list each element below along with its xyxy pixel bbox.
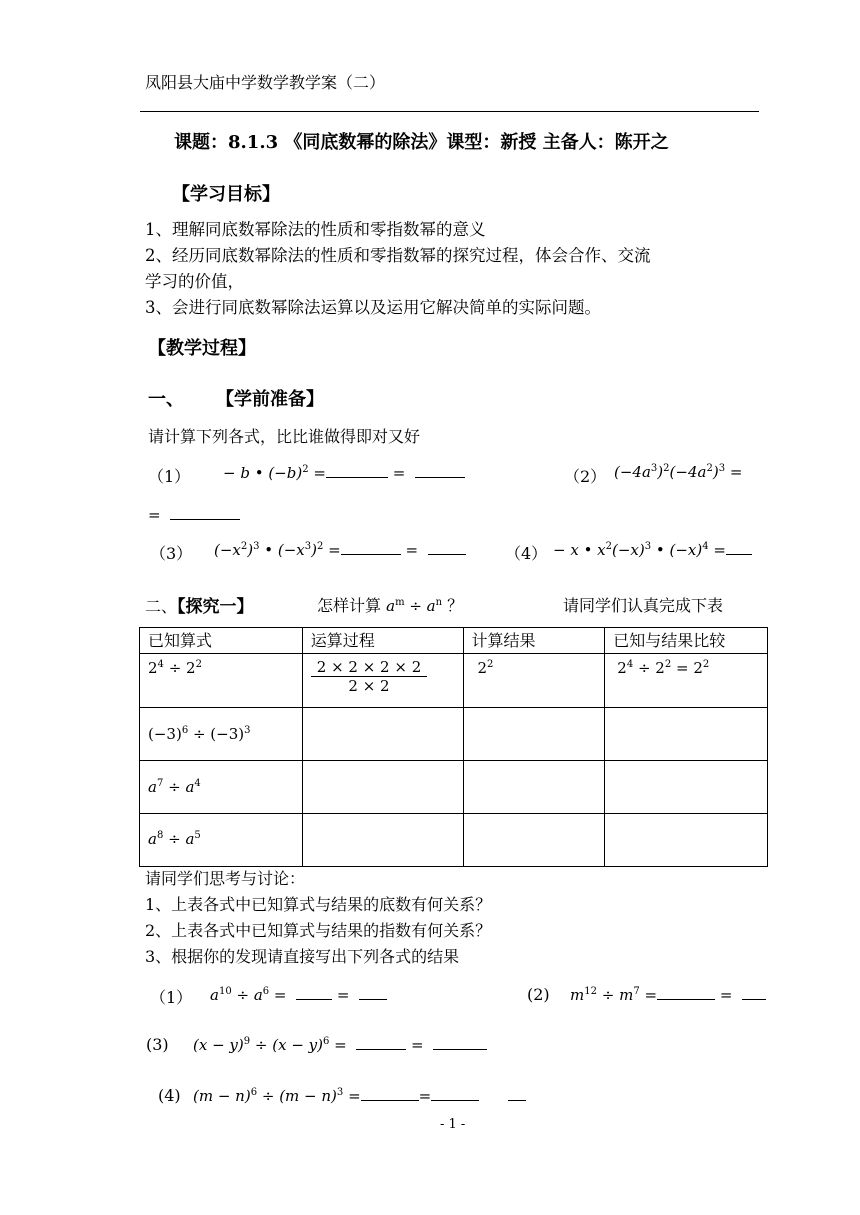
exercise-1-expression: − b • $(-b)^2$ = = <box>223 463 465 482</box>
exercise-1-label: （1） <box>148 467 191 486</box>
table-cell[interactable] <box>605 761 768 814</box>
section1-intro: 请计算下列各式，比比谁做得即对又好 <box>148 427 421 446</box>
table-cell: $2^4 \div 2^2 = 2^2$ <box>605 654 768 708</box>
exercise-2-expression: $(-4a^3)^2(-4a^2)^3$ = <box>614 463 743 481</box>
practice-3-expression: $(x - y)^9 \div (x - y)^6$ = = <box>193 1035 487 1054</box>
table-header-row <box>140 628 768 654</box>
process-heading: 【教学过程】 <box>148 338 256 359</box>
exercise-3-expression: $(-x^2)^3$ • $(-x^3)^2$ = = <box>214 540 466 559</box>
table-cell <box>302 654 463 708</box>
table-header-cell: 已知与结果比较 <box>605 628 768 654</box>
table-cell: $a^7 \div a^4$ <box>140 761 303 814</box>
table-cell[interactable] <box>605 708 768 761</box>
discuss-item: 3、根据你的发现请直接写出下列各式的结果 <box>145 947 460 966</box>
table-cell[interactable] <box>463 761 605 814</box>
table-cell[interactable] <box>302 761 463 814</box>
exercise-4-label: （4） <box>505 544 548 563</box>
section1-title: 【学前准备】 <box>216 389 324 410</box>
explore-question: 怎样计算 $a^m \div a^n$ ？ <box>317 596 464 615</box>
explore-heading: 二、【探究一】 <box>145 597 254 617</box>
table-cell[interactable] <box>463 708 605 761</box>
discuss-item: 2、上表各式中已知算式与结果的指数有何关系？ <box>145 921 492 940</box>
table-cell: $2^4 \div 2^2$ <box>140 654 303 708</box>
goal-item: 3、会进行同底数幂除法运算以及运用它解决简单的实际问题。 <box>145 298 601 317</box>
table-header-cell: 已知算式 <box>140 628 303 654</box>
table-cell: $(-3)^6 \div (-3)^3$ <box>140 708 303 761</box>
explore-hint: 请同学们认真完成下表 <box>563 596 724 615</box>
table-row <box>140 761 768 814</box>
exploration-table <box>139 627 768 867</box>
practice-2-label: (2) <box>527 985 550 1004</box>
table-row <box>140 708 768 761</box>
table-cell[interactable] <box>302 708 463 761</box>
table-cell[interactable] <box>605 814 768 867</box>
discuss-item: 1、上表各式中已知算式与结果的底数有何关系？ <box>145 895 492 914</box>
document-header: 凤阳县大庙中学数学教学案（二） <box>145 73 386 92</box>
practice-1-expression: $a^{10} \div a^6$ = = <box>210 985 387 1004</box>
goal-item: 1、理解同底数幂除法的性质和零指数幂的意义 <box>145 220 486 239</box>
table-cell[interactable] <box>302 814 463 867</box>
section1-number: 一、 <box>148 389 184 410</box>
table-header-cell: 计算结果 <box>463 628 605 654</box>
table-cell: $2^2$ <box>463 654 605 708</box>
table-header-cell: 运算过程 <box>302 628 463 654</box>
table-cell: $a^8 \div a^5$ <box>140 814 303 867</box>
exercise-2-label: （2） <box>564 467 607 486</box>
discuss-intro: 请同学们思考与讨论： <box>145 869 306 888</box>
goal-item: 学习的价值， <box>145 272 244 291</box>
exercise-2-answer: = <box>148 505 240 524</box>
practice-4-expression: $(m - n)^6 \div (m - n)^3$ = = <box>193 1086 526 1105</box>
practice-4-label: (4) <box>158 1086 181 1105</box>
fraction: $\frac{2 \times 2 \times 2 \times 2}{2 \times 2}$ <box>311 658 428 695</box>
header-rule <box>140 111 759 112</box>
table-row <box>140 654 768 708</box>
exercise-4-expression: − x • $x^2(-x)^3$ • $(-x)^4$ = <box>553 540 752 559</box>
lesson-title: 课题：8.1.3 《同底数幂的除法》课型：新授 主备人：陈开之 <box>174 132 669 153</box>
goal-item: 2、经历同底数幂除法的性质和零指数幂的探究过程，体会合作、交流 <box>145 246 651 265</box>
practice-1-label: （1） <box>150 988 193 1007</box>
practice-3-label: (3) <box>146 1035 169 1054</box>
exercise-3-label: （3） <box>150 544 193 563</box>
practice-2-expression: $m^{12} \div m^7$ = = <box>570 985 766 1004</box>
page-number: - 1 - <box>440 1117 466 1132</box>
table-row <box>140 814 768 867</box>
table-cell[interactable] <box>463 814 605 867</box>
goals-heading: 【学习目标】 <box>172 184 280 205</box>
